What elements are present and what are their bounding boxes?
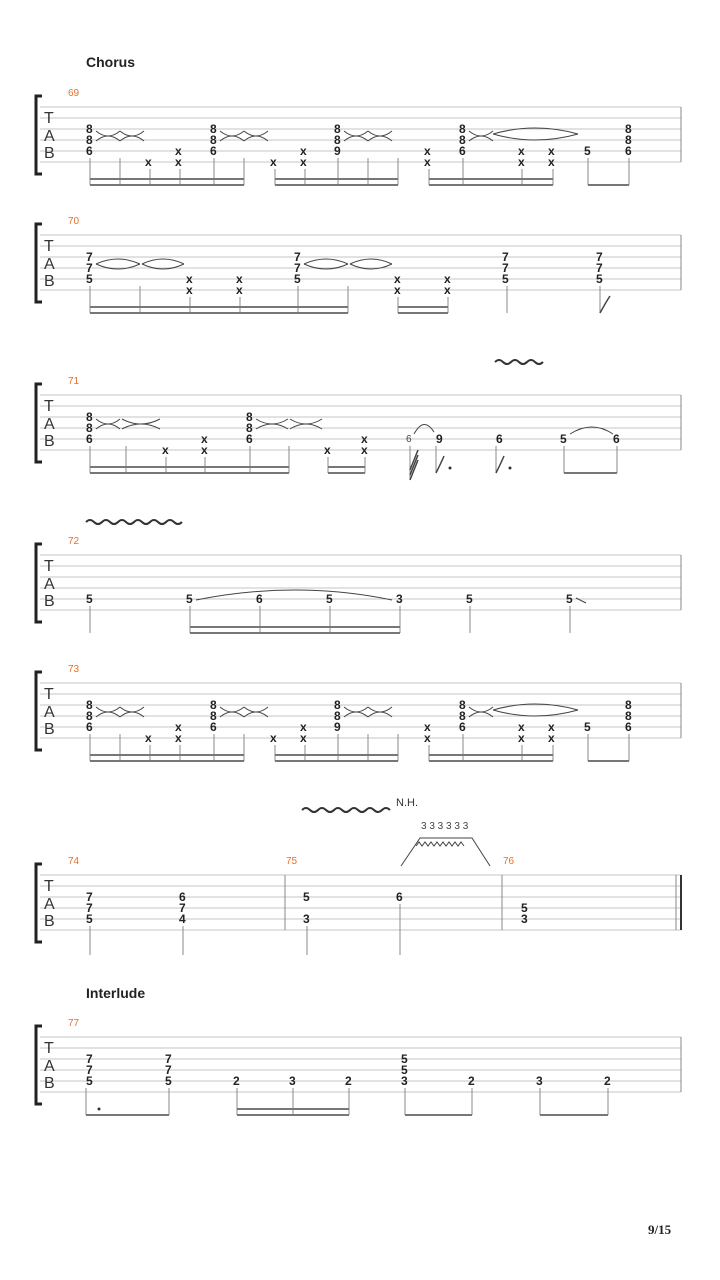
svg-text:x: x [186,283,193,297]
svg-text:x: x [518,144,525,158]
svg-text:x: x [300,155,307,169]
svg-text:8: 8 [86,421,93,435]
svg-text:x: x [518,731,525,745]
svg-text:8: 8 [625,698,632,712]
svg-text:6: 6 [210,144,217,158]
system-3 [36,360,681,480]
svg-text:x: x [186,272,193,286]
svg-text:8: 8 [625,709,632,723]
svg-text:x: x [175,731,182,745]
svg-text:8: 8 [459,133,466,147]
svg-text:3: 3 [536,1074,543,1088]
tab-letter-t: T [44,110,54,127]
svg-text:5: 5 [401,1052,408,1066]
svg-text:7: 7 [86,261,93,275]
svg-text:6: 6 [86,720,93,734]
svg-text:5: 5 [584,144,591,158]
svg-text:5: 5 [86,1074,93,1088]
measure-number-73: 73 [68,664,80,675]
svg-text:7: 7 [165,1052,172,1066]
svg-text:x: x [201,432,208,446]
svg-text:x: x [361,432,368,446]
svg-text:8: 8 [334,709,341,723]
svg-text:8: 8 [86,698,93,712]
measure-number-71: 71 [68,376,80,387]
svg-text:T: T [44,878,54,895]
svg-text:B: B [44,1075,55,1092]
svg-text:3: 3 [521,912,528,926]
measure-number-70: 70 [68,216,80,227]
svg-text:x: x [300,720,307,734]
svg-text:5: 5 [326,592,333,606]
svg-text:3: 3 [396,592,403,606]
svg-text:2: 2 [604,1074,611,1088]
svg-text:8: 8 [86,122,93,136]
section-interlude: Interlude [86,985,146,1001]
svg-text:3: 3 [401,1074,408,1088]
svg-text:x: x [548,731,555,745]
svg-text:6: 6 [459,720,466,734]
svg-text:7: 7 [86,1063,93,1077]
svg-text:2: 2 [345,1074,352,1088]
natural-harmonic-label: N.H. [396,797,418,809]
svg-text:5: 5 [86,272,93,286]
svg-text:6: 6 [613,432,620,446]
svg-text:6: 6 [210,720,217,734]
svg-text:6: 6 [86,144,93,158]
svg-text:5: 5 [186,592,193,606]
svg-text:3: 3 [303,912,310,926]
svg-text:2: 2 [468,1074,475,1088]
svg-text:8: 8 [86,133,93,147]
svg-text:x: x [424,731,431,745]
svg-text:B: B [44,913,55,930]
svg-text:6: 6 [496,432,503,446]
svg-text:7: 7 [596,261,603,275]
svg-text:x: x [300,731,307,745]
svg-text:x: x [175,720,182,734]
svg-text:5: 5 [502,272,509,286]
svg-text:x: x [444,272,451,286]
svg-text:5: 5 [165,1074,172,1088]
system-2 [36,216,681,314]
svg-text:x: x [548,720,555,734]
svg-text:x: x [518,155,525,169]
vibrato-mark [495,360,543,364]
svg-text:8: 8 [334,133,341,147]
svg-text:A: A [44,256,55,273]
svg-text:x: x [548,155,555,169]
svg-text:T: T [44,1040,54,1057]
system-6 [36,797,681,955]
svg-text:T: T [44,686,54,703]
svg-text:8: 8 [459,122,466,136]
svg-text:T: T [44,238,54,255]
svg-text:8: 8 [210,698,217,712]
svg-text:T: T [44,398,54,415]
svg-text:4: 4 [179,912,186,926]
measure-number-74: 74 [68,856,80,867]
svg-text:x: x [444,283,451,297]
system-4 [36,520,681,634]
tab-letter-b: B [44,145,55,162]
svg-text:A: A [44,1058,55,1075]
svg-text:x: x [145,731,152,745]
system-7 [36,1018,681,1116]
svg-text:6: 6 [625,144,632,158]
svg-text:7: 7 [502,261,509,275]
svg-text:7: 7 [179,901,186,915]
svg-text:x: x [175,155,182,169]
svg-text:8: 8 [625,122,632,136]
svg-text:9: 9 [334,720,341,734]
svg-text:B: B [44,721,55,738]
svg-text:A: A [44,576,55,593]
svg-text:8: 8 [86,410,93,424]
svg-text:8: 8 [459,709,466,723]
svg-text:7: 7 [86,890,93,904]
svg-text:B: B [44,593,55,610]
svg-text:8: 8 [625,133,632,147]
svg-text:A: A [44,704,55,721]
measure-number-75: 75 [286,856,298,867]
section-chorus: Chorus [86,54,135,70]
svg-text:x: x [270,155,277,169]
tab-letter-a: A [44,128,55,145]
svg-text:8: 8 [86,709,93,723]
svg-text:T: T [44,558,54,575]
svg-text:5: 5 [303,890,310,904]
measure-number-69: 69 [68,88,80,99]
svg-text:x: x [324,443,331,457]
page-number: 9/15 [648,1222,672,1237]
svg-text:8: 8 [334,698,341,712]
svg-text:x: x [518,720,525,734]
svg-text:A: A [44,416,55,433]
svg-text:x: x [236,272,243,286]
svg-text:7: 7 [596,250,603,264]
svg-text:5: 5 [596,272,603,286]
svg-text:5: 5 [294,272,301,286]
svg-text:7: 7 [294,261,301,275]
svg-text:5: 5 [86,592,93,606]
svg-text:5: 5 [521,901,528,915]
svg-text:x: x [394,272,401,286]
svg-text:x: x [300,144,307,158]
svg-text:3: 3 [289,1074,296,1088]
system-5 [36,664,681,762]
svg-text:7: 7 [165,1063,172,1077]
svg-text:x: x [361,443,368,457]
svg-text:8: 8 [210,709,217,723]
svg-text:6: 6 [179,890,186,904]
svg-text:8: 8 [246,410,253,424]
svg-text:x: x [424,720,431,734]
svg-text:x: x [424,155,431,169]
vibrato-mark [86,520,182,524]
svg-text:7: 7 [86,250,93,264]
svg-text:8: 8 [334,122,341,136]
tuplet-label: 3 3 3 3 3 3 [421,821,469,832]
svg-text:B: B [44,273,55,290]
svg-text:x: x [175,144,182,158]
svg-text:5: 5 [401,1063,408,1077]
svg-text:x: x [236,283,243,297]
svg-text:6: 6 [396,890,403,904]
svg-text:8: 8 [459,698,466,712]
svg-text:x: x [394,283,401,297]
svg-text:8: 8 [210,133,217,147]
svg-text:9: 9 [334,144,341,158]
svg-text:6: 6 [459,144,466,158]
svg-text:5: 5 [584,720,591,734]
svg-text:6: 6 [86,432,93,446]
vibrato-mark [302,808,390,812]
svg-text:x: x [145,155,152,169]
svg-text:7: 7 [86,1052,93,1066]
svg-text:x: x [162,443,169,457]
svg-text:6: 6 [256,592,263,606]
svg-text:A: A [44,896,55,913]
svg-text:2: 2 [233,1074,240,1088]
svg-text:5: 5 [86,912,93,926]
svg-text:x: x [424,144,431,158]
measure-number-77: 77 [68,1018,80,1029]
system-1 [36,88,681,186]
svg-text:7: 7 [294,250,301,264]
svg-text:6: 6 [406,434,412,445]
measure-number-76: 76 [503,856,515,867]
svg-text:x: x [548,144,555,158]
svg-text:5: 5 [560,432,567,446]
svg-text:8: 8 [246,421,253,435]
svg-text:5: 5 [566,592,573,606]
svg-text:x: x [270,731,277,745]
svg-text:x: x [201,443,208,457]
svg-text:8: 8 [210,122,217,136]
measure-number-72: 72 [68,536,80,547]
svg-text:B: B [44,433,55,450]
svg-text:9: 9 [436,432,443,446]
svg-text:5: 5 [466,592,473,606]
svg-text:7: 7 [86,901,93,915]
svg-text:6: 6 [246,432,253,446]
svg-text:6: 6 [625,720,632,734]
svg-text:7: 7 [502,250,509,264]
